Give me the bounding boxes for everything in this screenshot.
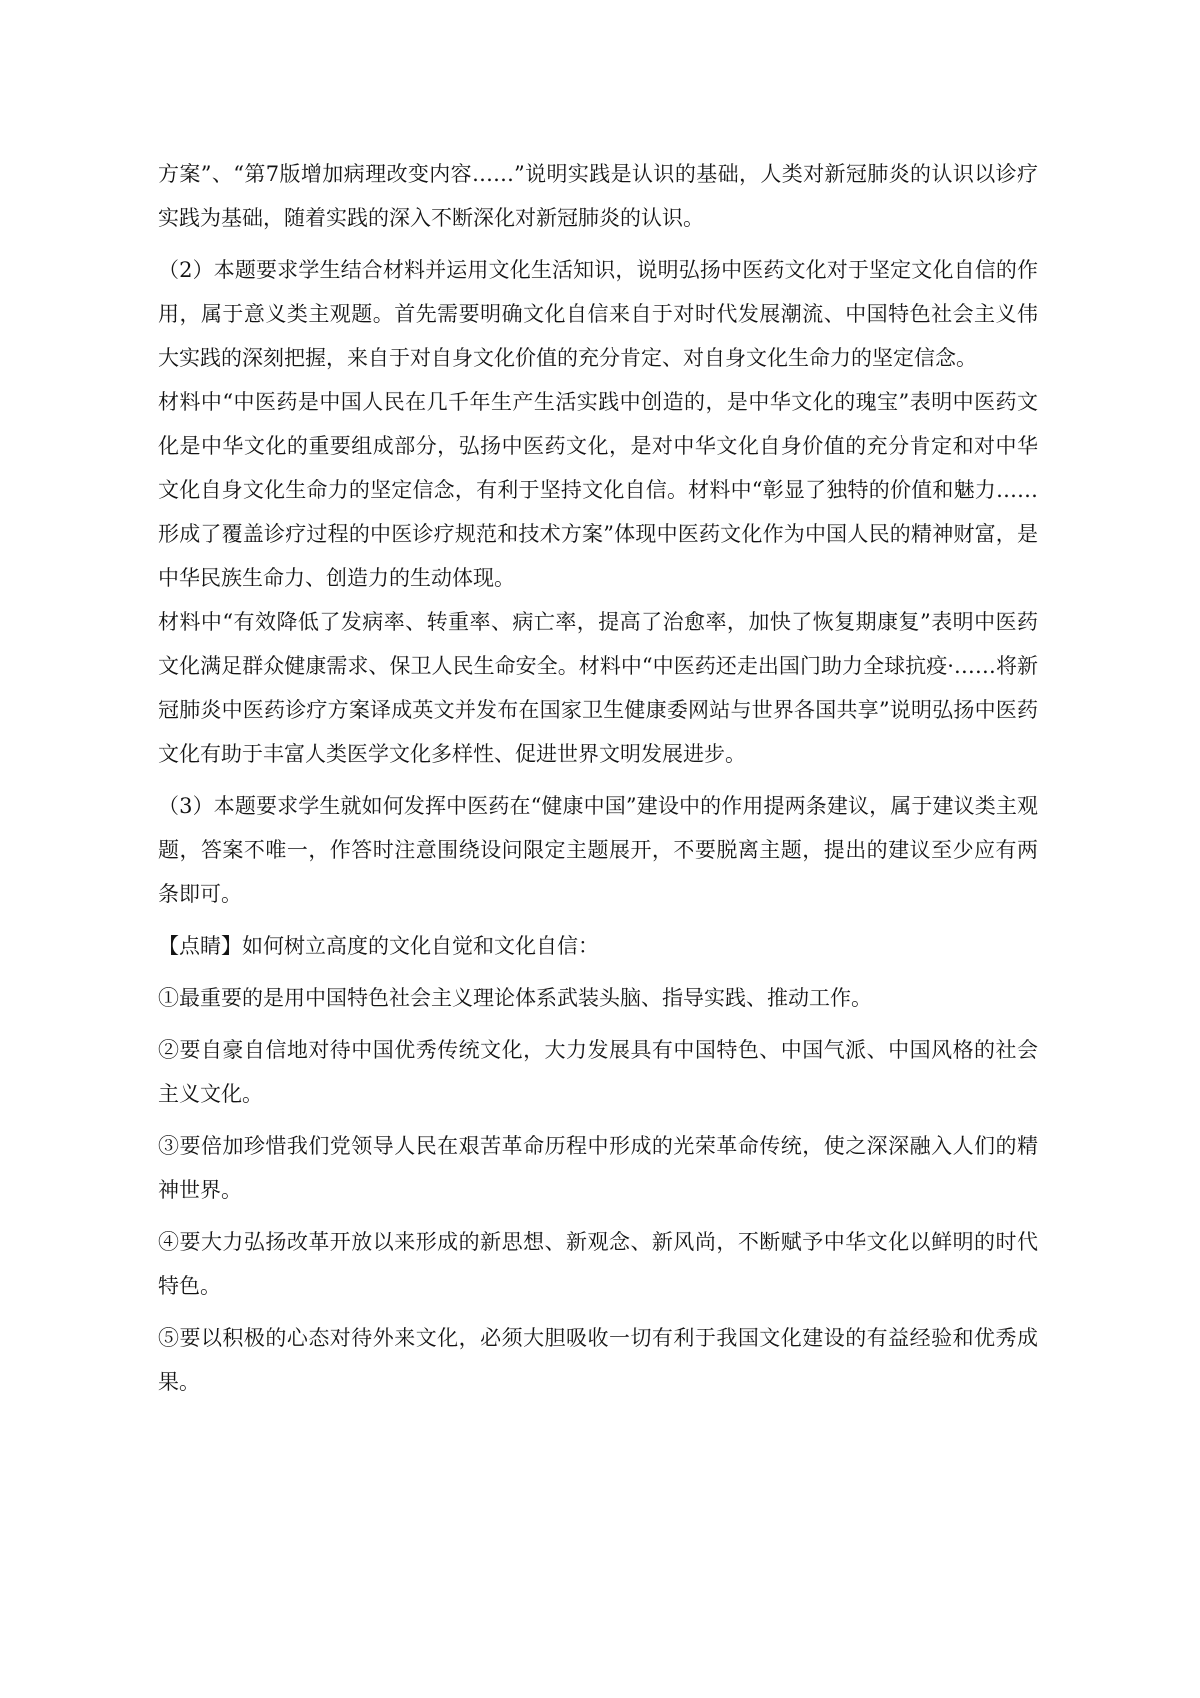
answer-explanation bbox=[158, 152, 1038, 1404]
paragraph-tcm-health: 材料中“有效降低了发病率、转重率、病亡率，提高了治愈率，加快了恢复期康复”表明中医药文化满足群众健康需求、保卫人民生命安全。材料中“中医药还走出国门助力全球抗疫·……将新冠肺炎中医药诊疗方案译成英文并发布在国家卫生健康委网站与世界各国共享”说明弘扬中医药文化有助于丰富人类医学文化多样性、促进世界文明发展进步。 bbox=[158, 610, 1038, 766]
list-item-point-3: ③要倍加珍惜我们党领导人民在艰苦革命历程中形成的光荣革命传统，使之深深融入人们的精神世界。 bbox=[158, 1134, 1038, 1202]
list-item-point-1: ①最重要的是用中国特色社会主义理论体系武装头脑、指导实践、推动工作。 bbox=[158, 986, 872, 1010]
paragraph-question-3: （3）本题要求学生就如何发挥中医药在“健康中国”建设中的作用提两条建议，属于建议类主观题，答案不唯一，作答时注意围绕设问限定主题展开，不要脱离主题，提出的建议至少应有两条即可。 bbox=[158, 794, 1038, 906]
paragraph-practice-basis: 方案”、“第7版增加病理改变内容……”说明实践是认识的基础，人类对新冠肺炎的认识以诊疗实践为基础，随着实践的深入不断深化对新冠肺炎的认识。 bbox=[158, 162, 1038, 230]
paragraph-key-point-heading: 【点睛】如何树立高度的文化自觉和文化自信： bbox=[158, 934, 599, 958]
paragraph-question-2-intro: （2）本题要求学生结合材料并运用文化生活知识，说明弘扬中医药文化对于坚定文化自信的作用，属于意义类主观题。首先需要明确文化自信来自于对时代发展潮流、中国特色社会主义伟大实践的深刻把握，来自于对自身文化价值的充分肯定、对自身文化生命力的坚定信念。 bbox=[158, 258, 1038, 370]
list-item-point-4: ④要大力弘扬改革开放以来形成的新思想、新观念、新风尚，不断赋予中华文化以鲜明的时代特色。 bbox=[158, 1230, 1038, 1298]
paragraph-tcm-treasure: 材料中“中医药是中国人民在几千年生产生活实践中创造的，是中华文化的瑰宝”表明中医药文化是中华文化的重要组成部分，弘扬中医药文化，是对中华文化自身价值的充分肯定和对中华文化自身文化生命力的坚定信念，有利于坚持文化自信。材料中“彰显了独特的价值和魅力……形成了覆盖诊疗过程的中医诊疗规范和技术方案”体现中医药文化作为中国人民的精神财富，是中华民族生命力、创造力的生动体现。 bbox=[158, 390, 1038, 590]
list-item-point-5: ⑤要以积极的心态对待外来文化，必须大胆吸收一切有利于我国文化建设的有益经验和优秀成果。 bbox=[158, 1326, 1038, 1394]
list-item-point-2: ②要自豪自信地对待中国优秀传统文化，大力发展具有中国特色、中国气派、中国风格的社会主义文化。 bbox=[158, 1038, 1038, 1106]
